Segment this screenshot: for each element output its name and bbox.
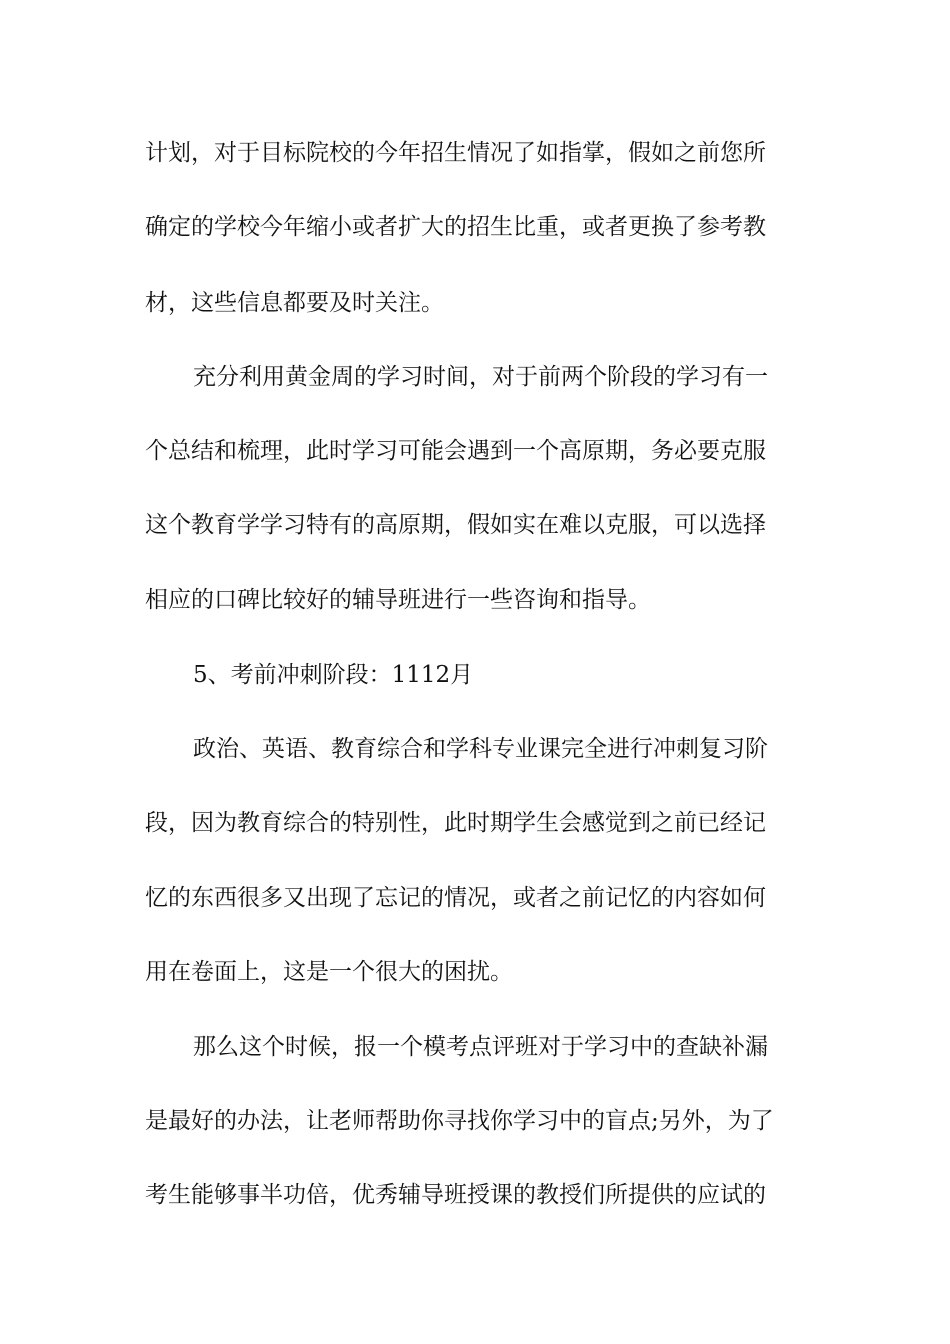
text-line: 用在卷面上，这是一个很大的困扰。	[145, 959, 513, 985]
paragraph-start-line: 政治、英语、教育综合和学科专业课完全进行冲刺复习阶	[193, 736, 768, 762]
text-line: 考生能够事半功倍，优秀辅导班授课的教授们所提供的应试的	[145, 1182, 766, 1208]
paragraph-start-line: 充分利用黄金周的学习时间，对于前两个阶段的学习有一	[193, 364, 768, 390]
text-line: 相应的口碑比较好的辅导班进行一些咨询和指导。	[145, 587, 651, 613]
text-line: 确定的学校今年缩小或者扩大的招生比重，或者更换了参考教	[145, 214, 766, 240]
paragraph-start-line: 那么这个时候，报一个模考点评班对于学习中的查缺补漏	[193, 1034, 768, 1060]
text-line: 段，因为教育综合的特别性，此时期学生会感觉到之前已经记	[145, 810, 766, 836]
text-line: 材，这些信息都要及时关注。	[145, 290, 444, 316]
text-line: 这个教育学学习特有的高原期，假如实在难以克服，可以选择	[145, 512, 766, 538]
section-heading: 5、考前冲刺阶段：1112月	[193, 662, 474, 688]
text-line: 计划，对于目标院校的今年招生情况了如指掌，假如之前您所	[145, 140, 766, 166]
text-line: 是最好的办法，让老师帮助你寻找你学习中的盲点;另外，为了	[145, 1108, 774, 1134]
text-line: 个总结和梳理，此时学习可能会遇到一个高原期，务必要克服	[145, 438, 766, 464]
text-line: 忆的东西很多又出现了忘记的情况，或者之前记忆的内容如何	[145, 885, 766, 911]
